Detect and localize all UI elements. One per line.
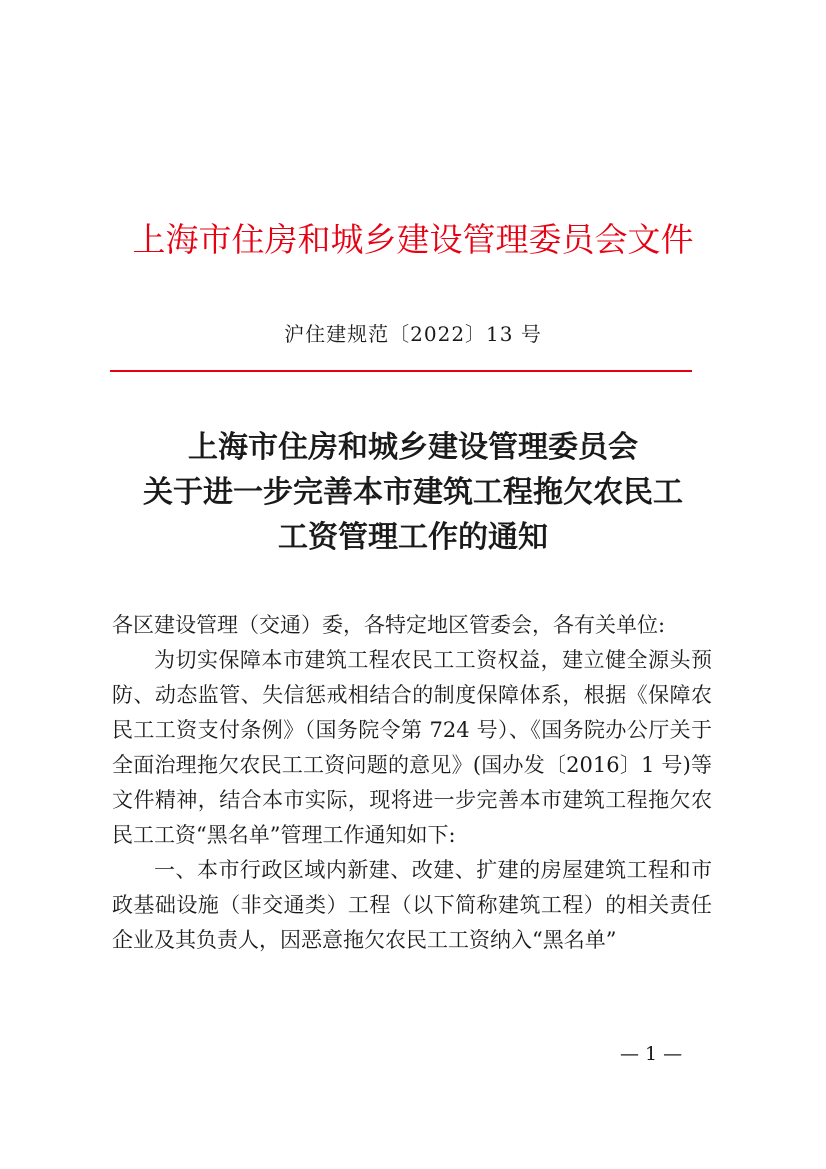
- red-separator-line: [110, 370, 692, 372]
- title-line-2: 关于进一步完善本市建筑工程拖欠农民工: [143, 475, 683, 510]
- body-paragraph-intro: 为切实保障本市建筑工程农民工工资权益，建立健全源头预防、动态监管、失信惩戒相结合的制度保障体系，根据《保障农民工工资支付条例》（国务院令第 724 号）、《国务院办公厅关于全面治理拖欠农民工工资问题的意见》(国办发〔2016〕1 号)等文件精神，结合本市实际，现将进一步完善本市建筑工程拖欠农民工工资“黑名单”管理工作通知如下:: [112, 648, 712, 847]
- page-number: — 1 —: [620, 1043, 683, 1065]
- body-paragraph-item-1: 一、本市行政区域内新建、改建、扩建的房屋建筑工程和市政基础设施（非交通类）工程（以下简称建筑工程）的相关责任企业及其负责人，因恶意拖欠农民工工资纳入“黑名单”: [112, 858, 712, 952]
- salutation: 各区建设管理（交通）委，各特定地区管委会，各有关单位:: [112, 613, 666, 637]
- document-number: 沪住建规范〔2022〕13 号: [284, 322, 542, 346]
- title-line-1: 上海市住房和城乡建设管理委员会: [188, 430, 638, 465]
- issuing-agency-title: 上海市住房和城乡建设管理委员会文件: [132, 220, 694, 259]
- document-body: [112, 608, 712, 958]
- title-line-3: 工资管理工作的通知: [278, 520, 548, 555]
- document-title: [0, 425, 826, 560]
